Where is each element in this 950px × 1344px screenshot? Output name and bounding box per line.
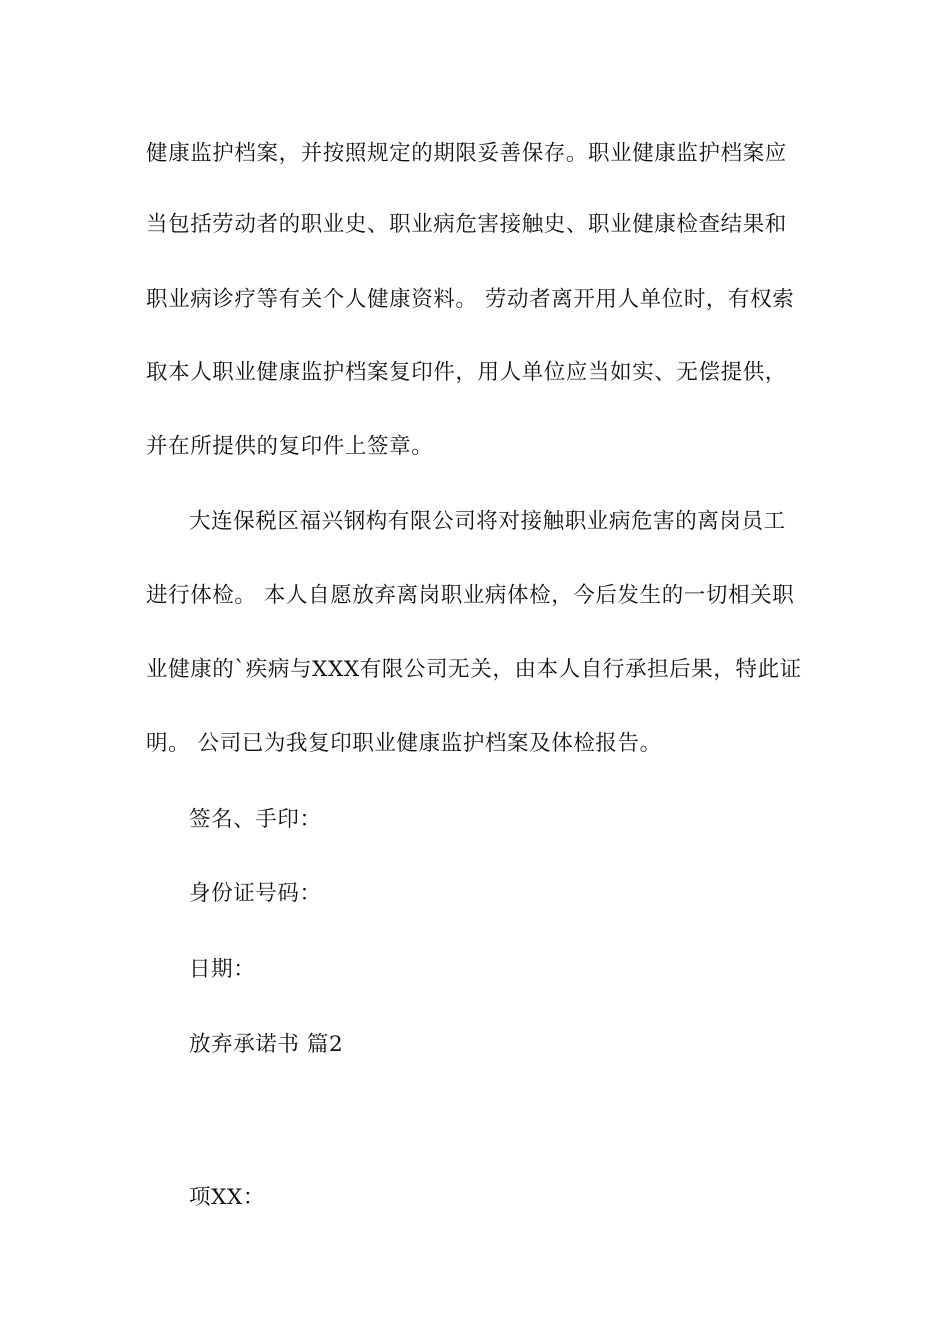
id-number-label: 身份证号码： [189, 881, 322, 906]
date-label: 日期： [189, 957, 256, 982]
paragraph-1-line-5: 并在所提供的复印件上签章。 [146, 434, 434, 459]
paragraph-1-line-3: 职业病诊疗等有关个人健康资料。 劳动者离开用人单位时，有权索 [146, 287, 795, 312]
paragraph-2-line-2: 进行体检。 本人自愿放弃离岗职业病体检，今后发生的一切相关职 [146, 583, 795, 608]
paragraph-2-line-3: 业健康的`疾病与XXX有限公司无关，由本人自行承担后果，特此证 [146, 657, 802, 682]
paragraph-2-line-1: 大连保税区福兴钢构有限公司将对接触职业病危害的离岗员工 [189, 509, 786, 534]
paragraph-1-line-4: 取本人职业健康监护档案复印件，用人单位应当如实、无偿提供， [146, 360, 787, 385]
item-label: 项XX： [189, 1185, 266, 1210]
signature-label: 签名、手印： [189, 807, 322, 832]
section-title: 放弃承诺书 篇2 [189, 1032, 344, 1057]
paragraph-1-line-1: 健康监护档案，并按照规定的期限妥善保存。职业健康监护档案应 [146, 141, 787, 166]
paragraph-2-line-4: 明。 公司已为我复印职业健康监护档案及体检报告。 [146, 731, 662, 756]
paragraph-1-line-2: 当包括劳动者的职业史、职业病危害接触史、职业健康检查结果和 [146, 212, 787, 237]
